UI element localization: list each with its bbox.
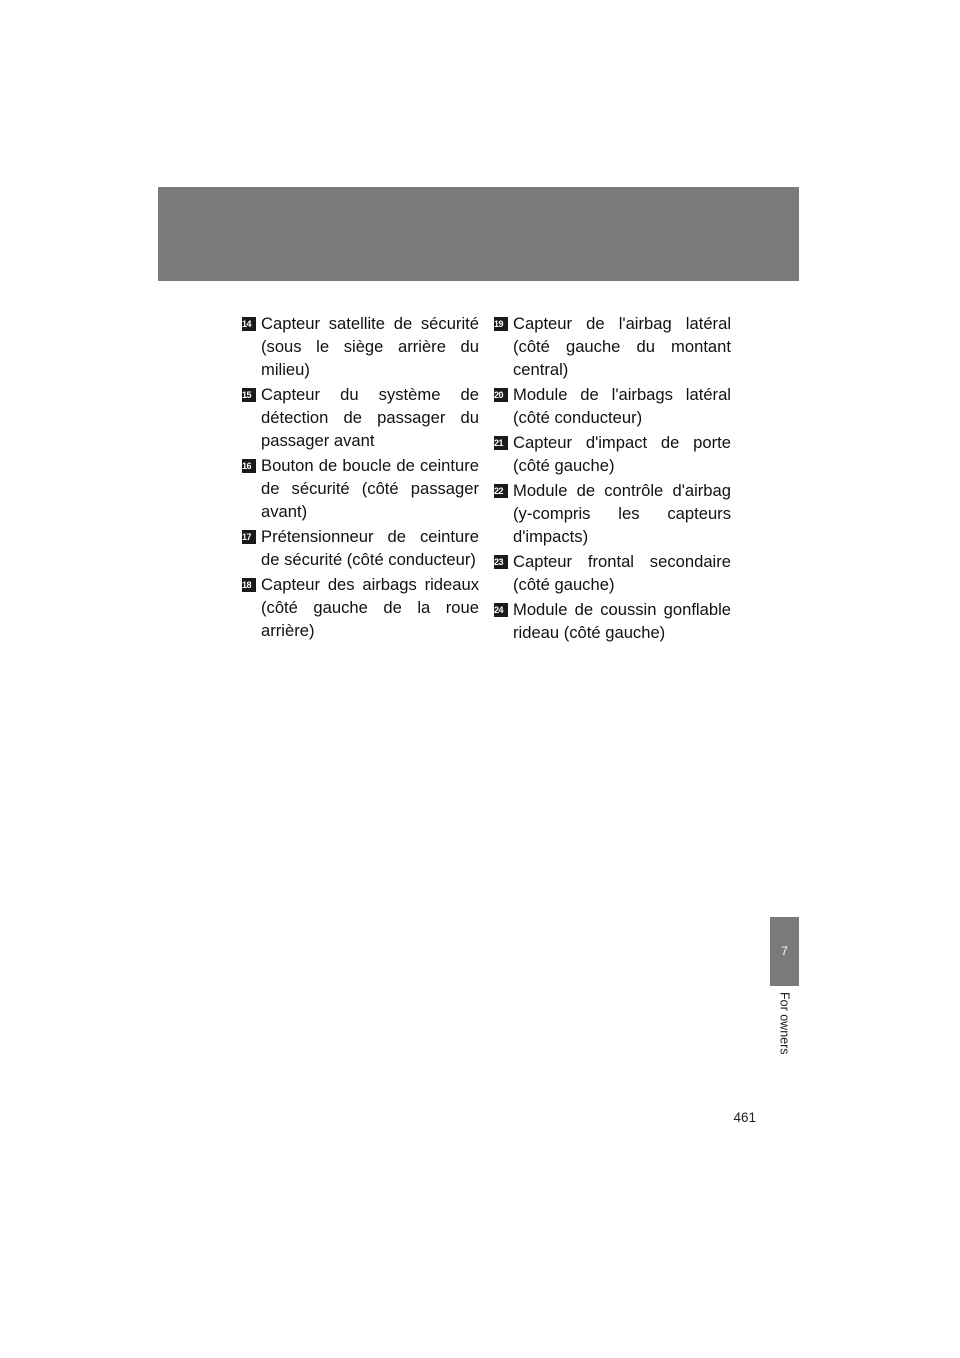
- list-item: [494, 312, 731, 381]
- item-number-badge: 16: [242, 459, 256, 473]
- chapter-label: [770, 992, 799, 1072]
- item-text: Capteur de l'airbag latéral (côté gauche du montant central): [513, 314, 731, 379]
- item-text: Module de contrôle d'airbag (y-compris les capteurs d'impacts): [513, 481, 731, 546]
- item-number-badge: 15: [242, 388, 256, 402]
- list-item: [242, 312, 479, 381]
- item-number-badge: 20: [494, 388, 508, 402]
- list-item: [242, 383, 479, 452]
- item-text: Module de l'airbags latéral (côté conducteur): [513, 385, 731, 427]
- list-item: [494, 383, 731, 429]
- item-text: Capteur du système de détection de passager du passager avant: [261, 385, 479, 450]
- item-text: Prétensionneur de ceinture de sécurité (côté conducteur): [261, 527, 479, 569]
- item-number-badge: 17: [242, 530, 256, 544]
- chapter-label-text: For owners: [777, 992, 792, 1055]
- item-text: Module de coussin gonflable rideau (côté gauche): [513, 600, 731, 642]
- item-text: Capteur des airbags rideaux (côté gauche de la roue arrière): [261, 575, 479, 640]
- item-list-left: [242, 312, 479, 644]
- list-item: [242, 454, 479, 523]
- page-number: 461: [733, 1110, 756, 1125]
- item-number-badge: 19: [494, 317, 508, 331]
- item-number-badge: 18: [242, 578, 256, 592]
- item-text: Capteur satellite de sécurité (sous le siège arrière du milieu): [261, 314, 479, 379]
- list-item: [242, 525, 479, 571]
- chapter-tab: 7: [770, 917, 799, 986]
- item-number-badge: 21: [494, 436, 508, 450]
- item-text: Capteur frontal secondaire (côté gauche): [513, 552, 731, 594]
- section-header-band: [158, 187, 799, 281]
- item-number-badge: 24: [494, 603, 508, 617]
- item-number-badge: 23: [494, 555, 508, 569]
- item-number-badge: 22: [494, 484, 508, 498]
- list-item: [494, 598, 731, 644]
- item-number-badge: 14: [242, 317, 256, 331]
- item-list-right: [494, 312, 731, 646]
- list-item: [494, 550, 731, 596]
- list-item: [494, 479, 731, 548]
- list-item: [494, 431, 731, 477]
- list-item: [242, 573, 479, 642]
- item-text: Capteur d'impact de porte (côté gauche): [513, 433, 731, 475]
- item-text: Bouton de boucle de ceinture de sécurité (côté passager avant): [261, 456, 479, 521]
